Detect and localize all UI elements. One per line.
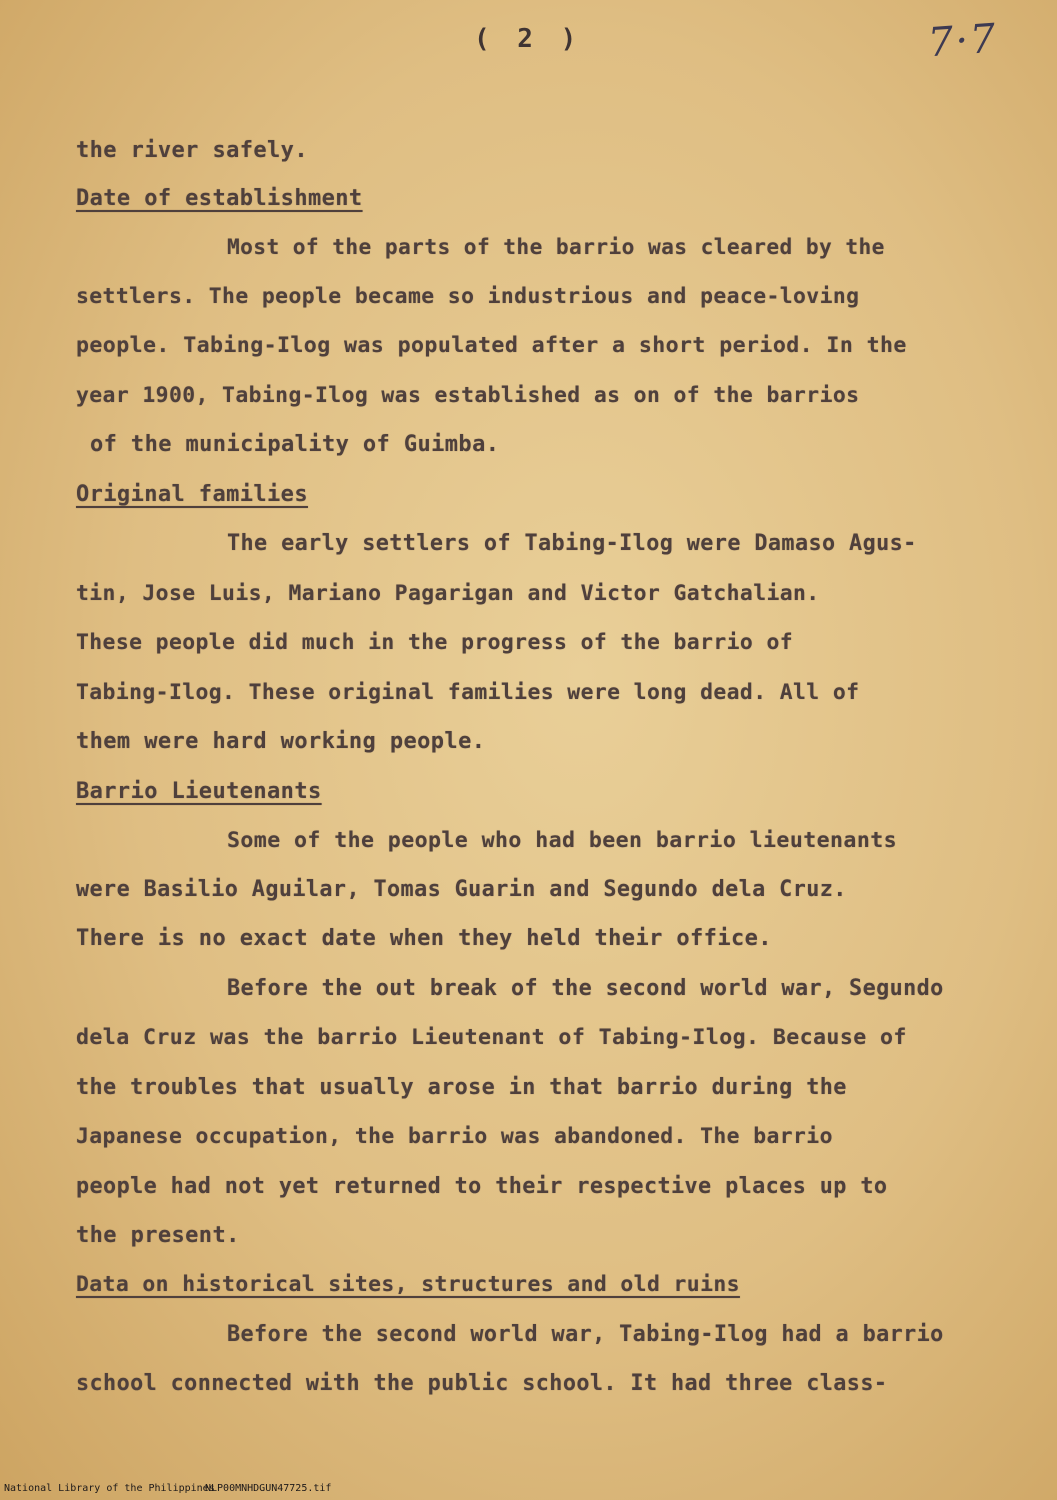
section-heading-date-of-establishment: Date of establishment — [76, 186, 363, 211]
footer-file-name: NLP00MNHDGUN47725.tif — [205, 1483, 332, 1494]
text-line: There is no exact date when they held their office. — [76, 926, 772, 951]
text-line: Tabing-Ilog. These original families were long dead. All of — [76, 680, 860, 705]
text-line: them were hard working people. — [76, 729, 486, 754]
text-line: the present. — [76, 1223, 240, 1248]
text-line: These people did much in the progress of the barrio of — [76, 630, 794, 655]
section-heading-original-families: Original families — [76, 482, 308, 507]
section-heading-historical-sites: Data on historical sites, structures and old ruins — [76, 1272, 740, 1297]
text-line: school connected with the public school. It had three class- — [76, 1371, 888, 1396]
handwritten-page-mark: 7·7 — [926, 15, 1000, 67]
text-line: the river safely. — [76, 138, 308, 163]
text-line: settlers. The people became so industrious and peace-loving — [76, 284, 860, 309]
text-line: year 1900, Tabing-Ilog was established as on of the barrios — [76, 383, 860, 408]
page-number: ( 2 ) — [474, 24, 583, 54]
text-line: of the municipality of Guimba. — [90, 432, 500, 457]
text-line: were Basilio Aguilar, Tomas Guarin and Segundo dela Cruz. — [76, 877, 847, 902]
text-line: The early settlers of Tabing-Ilog were Damaso Agus- — [227, 531, 917, 556]
text-line: Before the second world war, Tabing-Ilog had a barrio — [227, 1322, 944, 1347]
text-line: Before the out break of the second world war, Segundo — [227, 976, 944, 1001]
text-line: dela Cruz was the barrio Lieutenant of Tabing-Ilog. Because of — [76, 1025, 907, 1050]
section-heading-barrio-lieutenants: Barrio Lieutenants — [76, 779, 322, 804]
text-line: tin, Jose Luis, Mariano Pagarigan and Victor Gatchalian. — [76, 581, 820, 606]
text-line: people. Tabing-Ilog was populated after a short period. In the — [76, 333, 907, 358]
text-line: the troubles that usually arose in that barrio during the — [76, 1075, 847, 1100]
text-line: Some of the people who had been barrio lieutenants — [227, 828, 898, 853]
text-line: Japanese occupation, the barrio was abandoned. The barrio — [76, 1124, 833, 1149]
text-line: Most of the parts of the barrio was cleared by the — [227, 234, 885, 259]
text-line: people had not yet returned to their respective places up to — [76, 1174, 888, 1199]
footer-library-name: National Library of the Philippines — [4, 1483, 215, 1494]
